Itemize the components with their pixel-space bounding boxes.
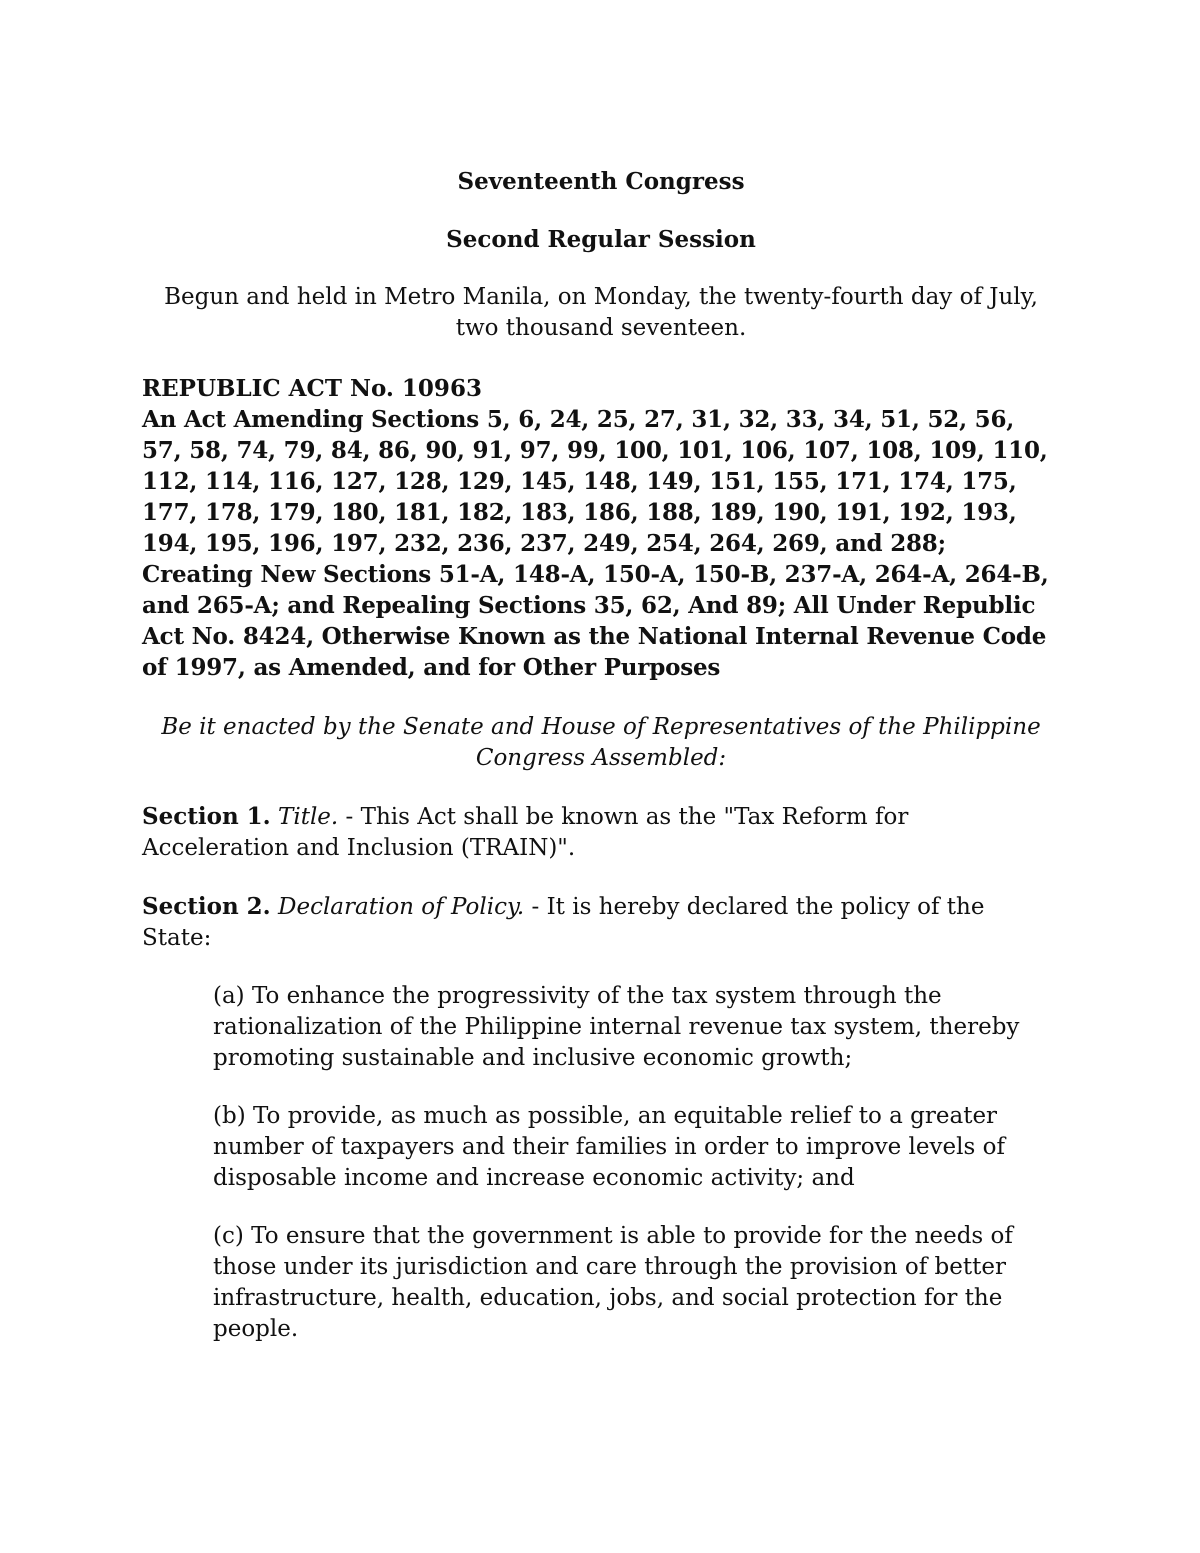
policy-item-c: (c) To ensure that the government is able to provide for the needs of those under its jurisdiction and care through the provision of better infrastructure, health, education, jobs, and social protection for the people. (213, 1223, 1013, 1342)
section-2-heading: Declaration of Policy. (278, 894, 525, 920)
section-1-heading: Title. (278, 804, 339, 830)
congress-heading: Seventeenth Congress (457, 168, 745, 195)
policy-item-a: (a) To enhance the progressivity of the tax system through the rationalization of the Philippine internal revenue tax system, thereby promoting sustainable and inclusive economic growth; (213, 983, 1020, 1071)
act-number: REPUBLIC ACT No. 10963 (142, 375, 482, 402)
act-title: An Act Amending Sections 5, 6, 24, 25, 27, 31, 32, 33, 34, 51, 52, 56, 57, 58, 74, 79, 84, 86, 90, 91, 97, 99, 100, 101, 106, 107, 108, 109, 110, 112, 114, 116, 127, 128, 129, 145, 148, 149, 151, 155, 171, 174, 175, 177, 178, 179, 180, 181, 182, 183, 186, 188, 189, 190, 191, 192, 193, 194, 195, 196, 197, 232, 236, 237, 249, 254, 264, 269, and 288; Creating New Sections 51-A, 148-A, 150-A, 150-B, 237-A, 264-A, 264-B, and 265-A; and Repealing Sections 35, 62, And 89; All Under Republic Act No. 8424, Otherwise Known as the National Internal Revenue Code of 1997, as Amended, and for Other Purposes (142, 406, 1049, 681)
policy-item-b: (b) To provide, as much as possible, an equitable relief to a greater number of taxpayers and their families in order to improve levels of disposable income and increase economic activity; and (213, 1103, 1005, 1191)
session-heading: Second Regular Session (446, 226, 756, 253)
section-1-label: Section 1. (142, 803, 271, 830)
document-content (142, 166, 1060, 1345)
section-1 (142, 801, 1060, 864)
begun-statement: Begun and held in Metro Manila, on Monday, the twenty-fourth day of July, two thousand seventeen. (164, 284, 1038, 341)
section-2-label: Section 2. (142, 893, 271, 920)
section-1-text: - This Act shall be known as the "Tax Reform for Acceleration and Inclusion (TRAIN)". (142, 804, 909, 861)
section-2-text: - It is hereby declared the policy of the State: (142, 894, 985, 951)
section-2 (142, 891, 1060, 954)
enacting-clause: Be it enacted by the Senate and House of Representatives of the Philippine Congress Assembled: (161, 714, 1041, 771)
